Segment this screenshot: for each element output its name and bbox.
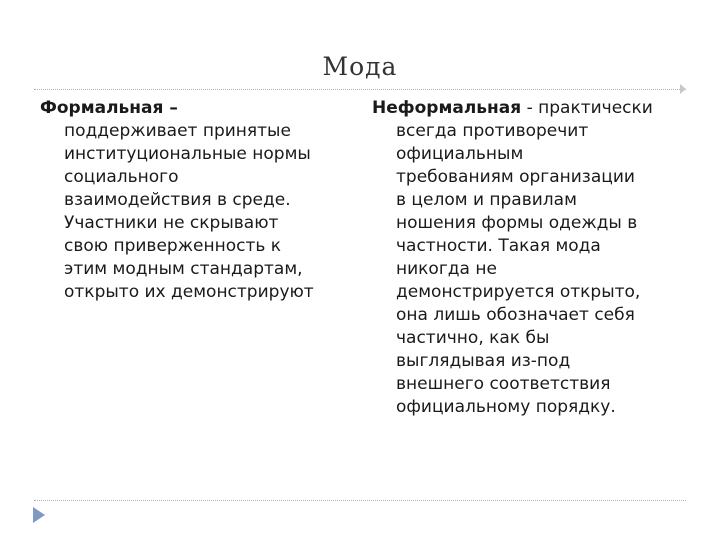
informal-column <box>372 97 692 419</box>
informal-heading-tail: - практически <box>521 98 653 118</box>
triangle-right-icon[interactable] <box>33 507 45 523</box>
informal-description: всегда противоречит официальным требованиям организации в целом и правилам ношения формы одежды в частности. Такая мода никогда не демонстрируется открыто, она лишь обозначает себя частично, как бы выглядывая из-под внешнего соответствия официальному порядку. <box>396 121 641 417</box>
informal-heading-line <box>372 97 692 120</box>
slide-title-text: Мода <box>322 52 398 81</box>
formal-heading: Формальная – <box>40 98 178 118</box>
informal-heading: Неформальная <box>372 98 522 118</box>
slide-title <box>0 52 720 81</box>
formal-column <box>40 97 360 304</box>
formal-description: поддерживает принятые институциональные нормы социального взаимодействия в среде. Участники не скрывают свою приверженность к этим модным стандартам, открыто их демонстрируют <box>64 121 314 302</box>
bottom-divider <box>34 500 686 501</box>
small-triangle-icon <box>680 84 686 94</box>
top-divider <box>34 89 686 90</box>
